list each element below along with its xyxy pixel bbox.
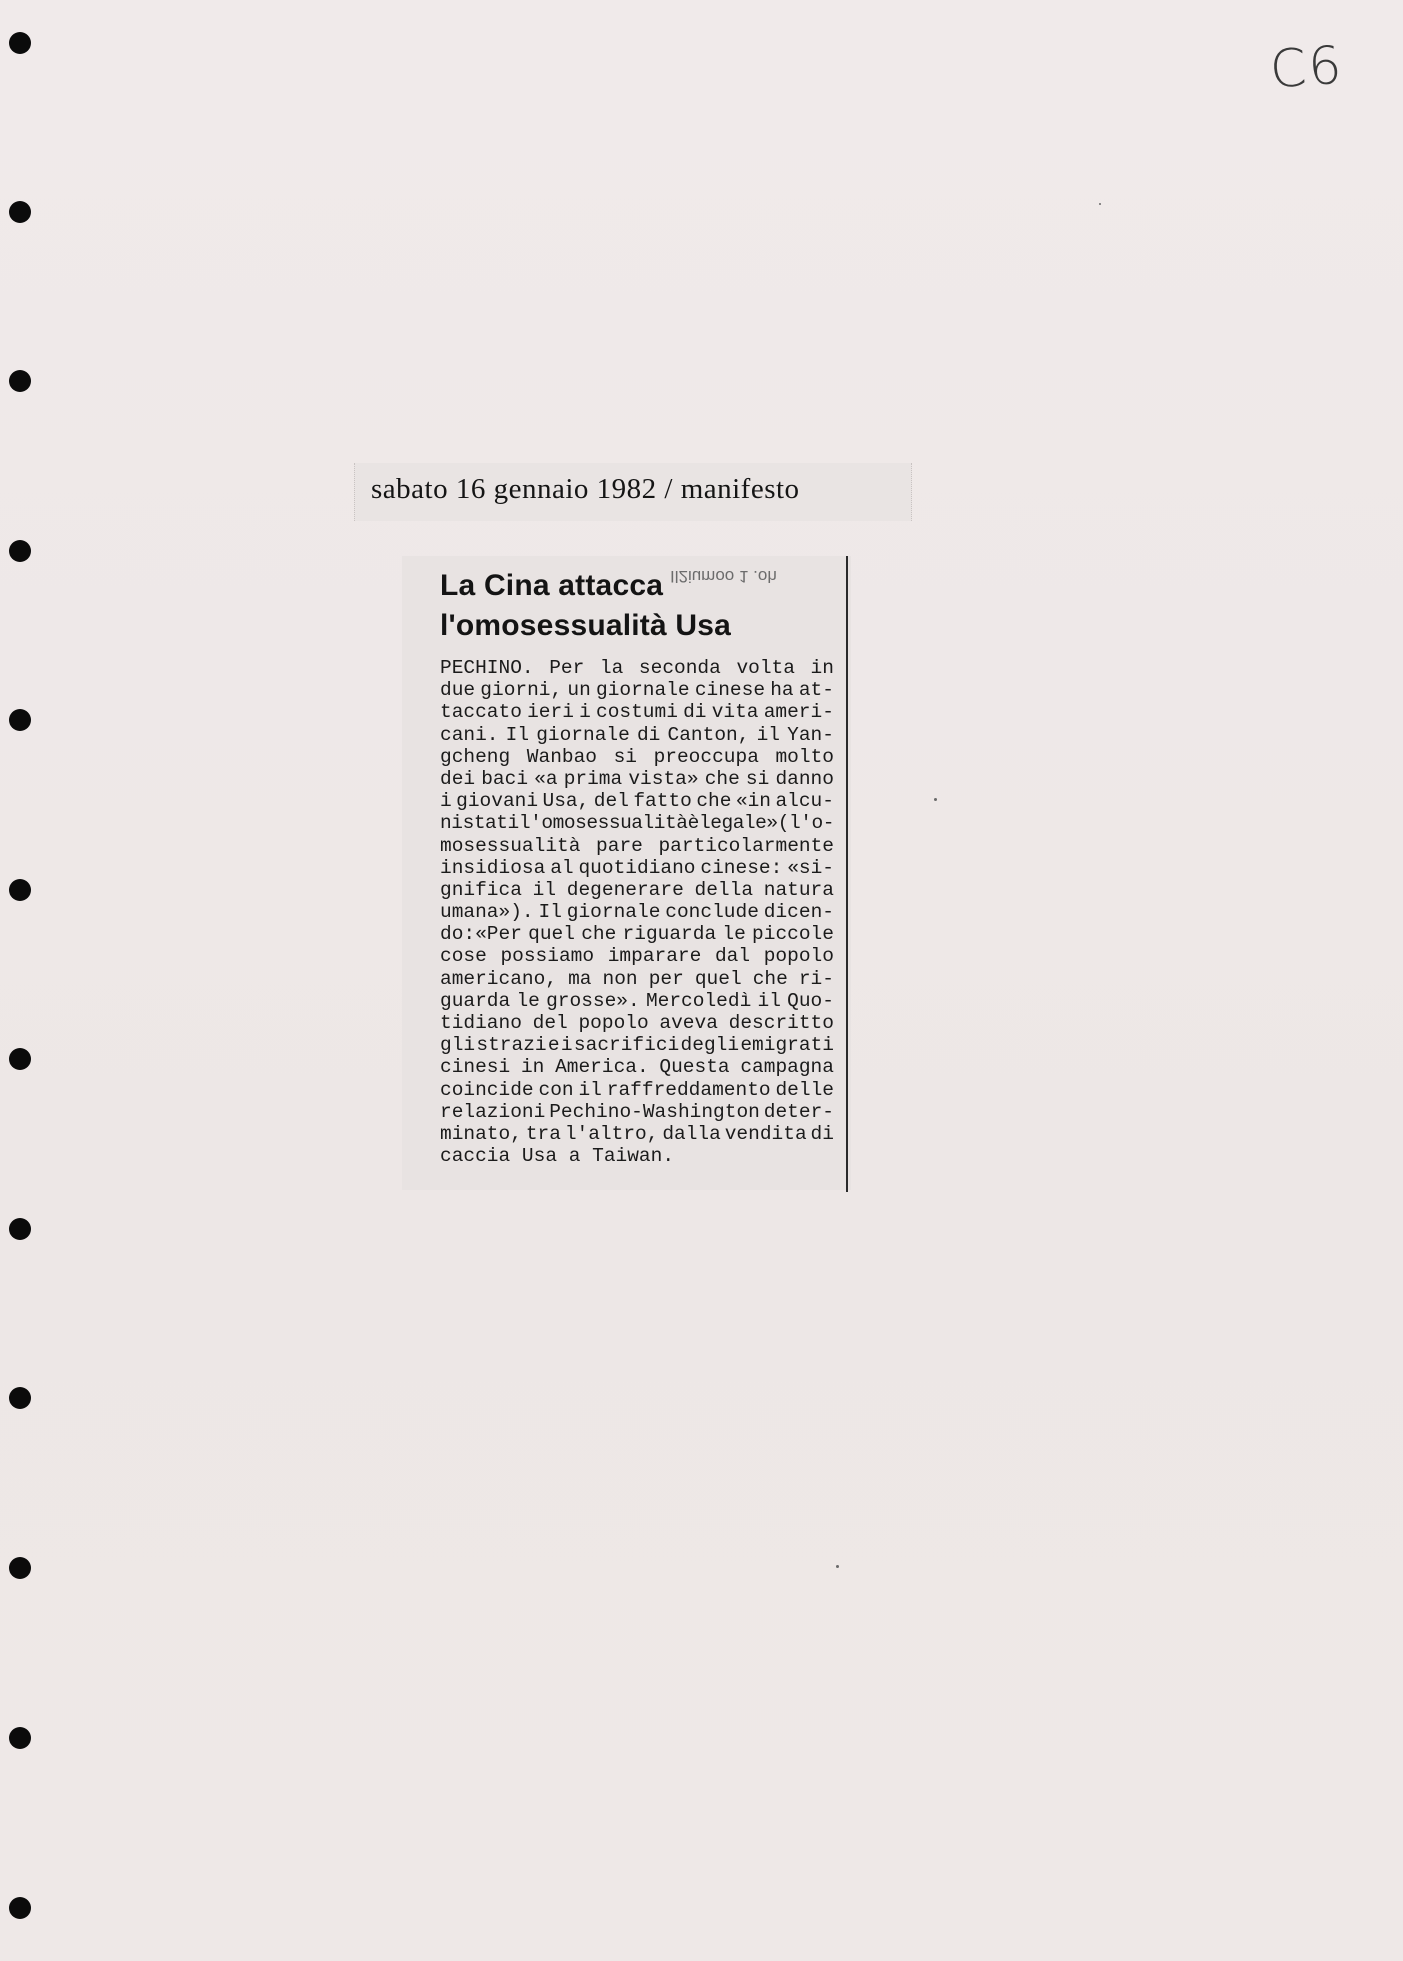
article-body-line: coincide con il raffreddamento delle [440,1078,834,1101]
speck [1099,203,1101,205]
binder-hole [9,370,31,392]
article-body-line: americano, ma non per quel che ri- [440,967,834,990]
binder-hole [9,709,31,731]
article-body-line: minato, tra l'altro, dalla vendita di [440,1122,834,1145]
article-body-line: mosessualità pare particolarmente [440,834,834,857]
headline-line: La Cina attacca [440,569,664,602]
headline-line: l'omosessualità Usa [440,609,732,642]
binder-hole [9,1897,31,1919]
article-body-line: i giovani Usa, del fatto che «in alcu- [440,790,834,813]
article-body-line: dei baci «a prima vista» che si danno [440,767,834,790]
binder-hole [9,1727,31,1749]
article-body-line: PECHINO. Per la seconda volta in [440,657,834,679]
binder-hole [9,201,31,223]
speck [934,798,937,801]
binder-hole [9,1387,31,1409]
article-headline [440,566,840,646]
bleed-through-text: Il2iumoo 1 .oh [670,567,777,586]
handwritten-page-mark: C6 [1267,35,1346,101]
binder-hole [9,1048,31,1070]
article-body-line: umana»). Il giornale conclude dicen- [440,901,834,924]
article-body-line: caccia Usa a Taiwan. [440,1145,675,1168]
article-body-line: cose possiamo imparare dal popolo [440,945,834,968]
article-body-line: relazioni Pechino-Washington deter- [440,1100,834,1123]
article-body-line: cinesi in America. Questa campagna [440,1056,834,1079]
binder-hole [9,1557,31,1579]
binder-hole [9,540,31,562]
article-body-line: gcheng Wanbao si preoccupa molto [440,745,834,768]
binder-hole [9,1218,31,1240]
article-body-line: do:«Per quel che riguarda le piccole [440,923,834,946]
article-body-line: gli strazi e i sacrifici degli emigrati [440,1034,834,1057]
article-body-line: gnifica il degenerare della natura [440,878,834,901]
article-clipping [402,556,851,1190]
article-body-line: taccato ieri i costumi di vita ameri- [440,701,834,724]
clipping-date: sabato 16 gennaio 1982 / manifesto [371,473,800,505]
article-body-line: guarda le grosse». Mercoledì il Quo- [440,989,834,1012]
clipping-edge [846,556,848,1192]
article-body-line: insidiosa al quotidiano cinese: «si- [440,856,834,879]
binder-hole [9,879,31,901]
article-body [440,657,834,1167]
article-body-line: due giorni, un giornale cinese ha at- [440,679,834,702]
date-clipping [354,463,912,521]
speck [836,1565,839,1568]
article-body-line: cani. Il giornale di Canton, il Yan- [440,723,834,746]
article-body-line: tidiano del popolo aveva descritto [440,1012,834,1034]
article-body-line: ni stati l'omosessualità è legale» (l'o- [440,812,834,835]
binder-hole [9,32,31,54]
